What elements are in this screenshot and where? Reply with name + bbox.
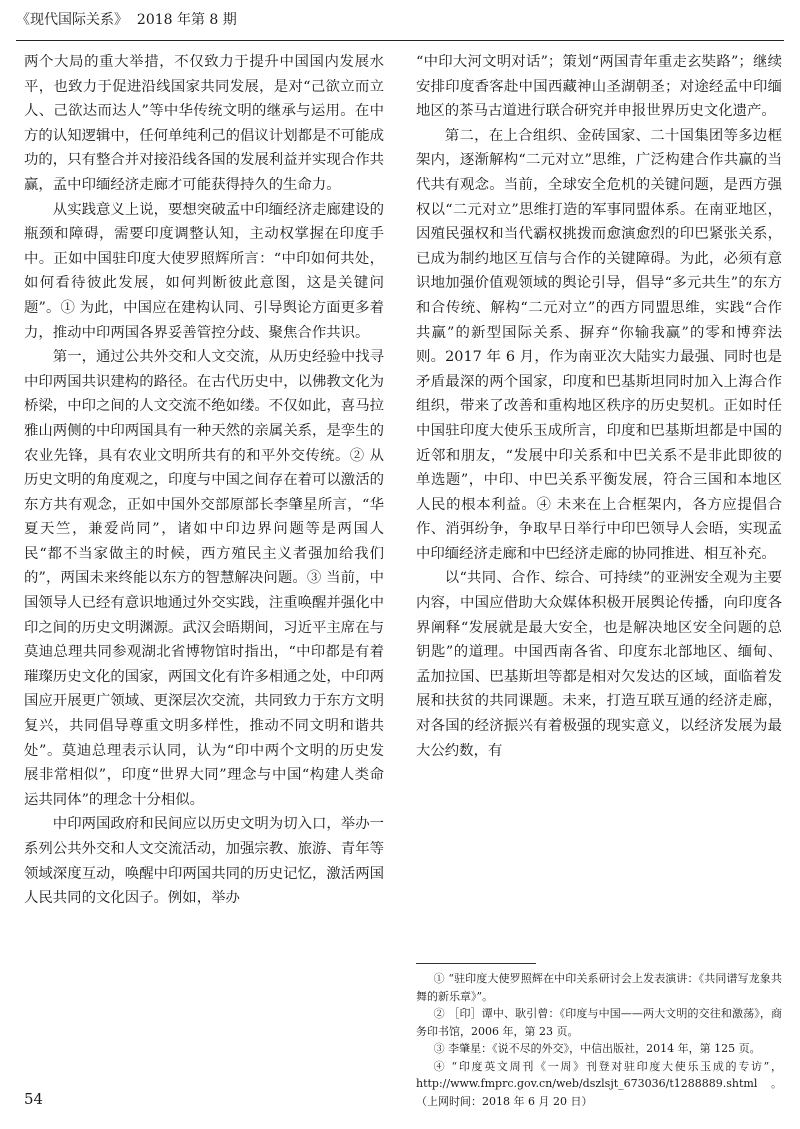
page-number: 54	[24, 1090, 44, 1108]
paragraph: “中印大河文明对话”；策划“两国青年重走玄奘路”；继续安排印度香客赴中国西藏神山圣湖朝圣；对途经孟中印缅地区的茶马古道进行联合研究并申报世界历史文化遗产。	[416, 54, 782, 120]
footnotes	[416, 970, 782, 1110]
paragraph: 第二，在上合组织、金砖国家、二十国集团等多边框架内，逐渐解构“二元对立”思维，广泛构建合作共赢的当代共有观念。当前，全球安全危机的关键问题，是西方强权以“二元对立”思维打造的军事同盟体系。在南亚地区，因殖民强权和当代霸权挑拨而愈演愈烈的印巴紧张关系，已成为制约地区互信与合作的关键障碍。为此，必须有意识地加强价值观领域的舆论引导，倡导“多元共生”的东方和合传统、解构“二元对立”的西方同盟思维，实践“合作共赢”的新型国际关系、摒弃“你输我赢”的零和博弈法则。2017 年 6 月，作为南亚次大陆实力最强、同时也是矛盾最深的两个国家，印度和巴基斯坦同时加入上海合作组织，带来了改善和重构地区秩序的历史契机。正如时任中国驻印度大使乐玉成所言，印度和巴基斯坦都是中国的近邻和朋友，“发展中印关系和中巴关系不是非此即彼的单选题”，中印、中巴关系平衡发展，符合三国和本地区人民的根本利益。④ 未来在上合框架内，各方应提倡合作、消弭纷争，争取早日举行中印巴领导人会晤，实现孟中印缅经济走廊和中巴经济走廊的协同推进、相互补充。	[416, 127, 782, 562]
footnote: ④ “印度英文周刊《一周》刊登对驻印度大使乐玉成的专访”，http://www.fmprc.gov.cn/web/dszlsjt_673036/t1288889.shtml。（上网时间：2018 年 6 月 20 日）	[416, 1059, 782, 1108]
running-header	[16, 6, 784, 41]
journal-name: 《现代国际关系》	[16, 12, 128, 28]
footnote: ② ［印］谭中、耿引曾：《印度与中国——两大文明的交往和激荡》，商务印书馆，2006 年，第 23 页。	[416, 1007, 782, 1038]
issue-label: 2018 年第 8 期	[136, 12, 237, 28]
left-column	[24, 50, 384, 911]
paragraph: 第一，通过公共外交和人文交流，从历史经验中找寻中印两国共识建构的路径。在古代历史中，以佛教文化为桥梁，中印之间的人文交流不绝如缕。不仅如此，喜马拉雅山两侧的中印两国具有一种天然的亲属关系，是孪生的农业先锋，具有农业文明所共有的和平外交传统。② 从历史文明的角度观之，印度与中国之间存在着可以激活的东方共有观念，正如中国外交部原部长李肇星所言，“华夏天竺，兼爱尚同”，诸如中印边界问题等是两国人民“都不当家做主的时候，西方殖民主义者强加给我们的”，两国未来终能以东方的智慧解决问题。③ 当前，中国领导人已经有意识地通过外交实践，注重唤醒并强化中印之间的历史文明渊源。武汉会晤期间，习近平主席在与莫迪总理共同参观湖北省博物馆时指出，“中印都是有着璀璨历史文化的国家，两国文化有许多相通之处，中印两国应开展更广领域、更深层次交流，共同致力于东方文明复兴，共同倡导尊重文明多样性，推动不同文明和谐共处”。莫迪总理表示认同，认为“印中两个文明的历史发展非常相似”，印度“世界大同”理念与中国“构建人类命运共同体”的理念十分相似。	[24, 349, 384, 808]
footnote: ① “驻印度大使罗照辉在中印关系研讨会上发表演讲：《共同谱写龙象共舞的新乐章》”。	[416, 972, 782, 1003]
footnote-rule	[416, 963, 536, 964]
paragraph: 两个大局的重大举措，不仅致力于提升中国国内发展水平，也致力于促进沿线国家共同发展，是对“己欲立而立人、己欲达而达人”等中华传统文明的继承与运用。在中方的认知逻辑中，任何单纯利己的倡议计划都是不可能成功的，只有整合并对接沿线各国的发展利益并实现合作共赢，孟中印缅经济走廊才可能获得持久的生命力。	[24, 54, 384, 193]
right-column	[416, 50, 782, 763]
paragraph: 从实践意义上说，要想突破孟中印缅经济走廊建设的瓶颈和障碍，需要印度调整认知，主动权掌握在印度手中。正如中国驻印度大使罗照辉所言：“中印如何共处，如何看待彼此发展，如何判断彼此意图，这是关键问题”。① 为此，中国应在建构认同、引导舆论方面更多着力，推动中印两国各界妥善管控分歧、聚焦合作共识。	[24, 201, 384, 341]
footnote: ③ 李肇星：《说不尽的外交》，中信出版社，2014 年，第 125 页。	[433, 1042, 761, 1055]
paragraph: 以“共同、合作、综合、可持续”的亚洲安全观为主要内容，中国应借助大众媒体积极开展舆论传播，向印度各界阐释“发展就是最大安全，也是解决地区安全问题的总钥匙”的道理。中国西南各省、印度东北部地区、缅甸、孟加拉国、巴基斯坦等都是相对欠发达的区域，面临着发展和扶贫的共同课题。未来，打造互联互通的经济走廊，对各国的经济振兴有着极强的现实意义，以经济发展为最大公约数，有	[416, 570, 782, 759]
paragraph: 中印两国政府和民间应以历史文明为切入口，举办一系列公共外交和人文交流活动，加强宗教、旅游、青年等领域深度互动，唤醒中印两国共同的历史记忆，激活两国人民共同的文化因子。例如，举办	[24, 816, 384, 907]
